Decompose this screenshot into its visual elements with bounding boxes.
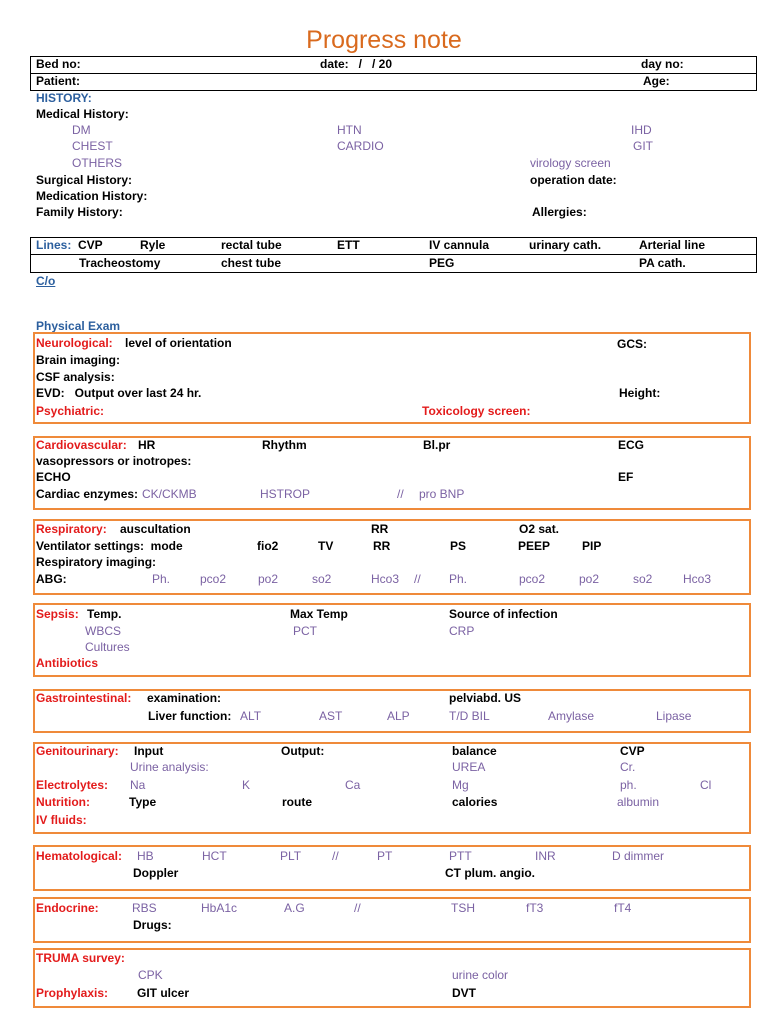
rectal-tube-label: rectal tube: [221, 238, 282, 252]
respiratory-imaging-label: Respiratory imaging:: [36, 555, 157, 569]
pip-label: PIP: [582, 539, 602, 553]
ag-label: A.G: [284, 901, 305, 915]
tdbil-label: T/D BIL: [449, 709, 490, 723]
ck-label: CK/CKMB: [142, 487, 197, 501]
lines-label: Lines:: [36, 238, 72, 252]
hr-label: HR: [138, 438, 156, 452]
arterial-line-label: Arterial line: [639, 238, 706, 252]
virology-label: virology screen: [530, 156, 611, 170]
ft3-label: fT3: [526, 901, 544, 915]
tracheostomy-label: Tracheostomy: [79, 256, 161, 270]
ast-label: AST: [319, 709, 343, 723]
ph-label: ph.: [620, 778, 637, 792]
trauma-survey-label: TRUMA survey:: [36, 951, 125, 965]
abg-ph-2: Ph.: [449, 572, 468, 586]
cardiovascular-label: Cardiovascular:: [36, 438, 127, 452]
pelviabd-us-label: pelviabd. US: [449, 691, 522, 705]
gu-cvp-label: CVP: [620, 744, 645, 758]
ft4-label: fT4: [614, 901, 632, 915]
dvt-label: DVT: [452, 986, 476, 1000]
probnp-label: pro BNP: [419, 487, 465, 501]
toxicology-label: Toxicology screen:: [422, 404, 531, 418]
pt-label: PT: [377, 849, 393, 863]
ventilator-label: Ventilator settings: mode: [36, 539, 183, 553]
history-heading: HISTORY:: [36, 91, 92, 105]
examination-label: examination:: [147, 691, 222, 705]
ef-label: EF: [618, 470, 634, 484]
genitourinary-label: Genitourinary:: [36, 744, 119, 758]
others-label: OTHERS: [72, 156, 123, 170]
abg-hco3-2: Hco3: [683, 572, 712, 586]
psychiatric-label: Psychiatric:: [36, 404, 105, 418]
cr-label: Cr.: [620, 760, 636, 774]
abg-po2-2: po2: [579, 572, 600, 586]
dm-label: DM: [72, 123, 91, 137]
alt-label: ALT: [240, 709, 262, 723]
plt-label: PLT: [280, 849, 302, 863]
temp-label: Temp.: [87, 607, 122, 621]
ps-label: PS: [450, 539, 467, 553]
csf-label: CSF analysis:: [36, 370, 115, 384]
input-label: Input: [134, 744, 164, 758]
git-ulcer-label: GIT ulcer: [137, 986, 190, 1000]
evd-label: EVD: Output over last 24 hr.: [36, 386, 202, 400]
orientation-label: level of orientation: [125, 336, 232, 350]
blpr-label: Bl.pr: [423, 438, 451, 452]
hema-separator: //: [332, 849, 339, 863]
git-label: GIT: [633, 139, 653, 153]
neurological-label: Neurological:: [36, 336, 113, 350]
prophylaxis-label: Prophylaxis:: [36, 986, 109, 1000]
lines-divider: [30, 254, 756, 255]
operation-date-label: operation date:: [530, 173, 617, 187]
d-dimer-label: D dimmer: [612, 849, 665, 863]
medical-history-label: Medical History:: [36, 107, 129, 121]
medication-history-label: Medication History:: [36, 189, 148, 203]
abg-pco2: pco2: [200, 572, 227, 586]
cardio-label: CARDIO: [337, 139, 384, 153]
gcs-label: GCS:: [617, 337, 647, 351]
co-label: C/o: [36, 274, 56, 288]
urea-label: UREA: [452, 760, 486, 774]
amylase-label: Amylase: [548, 709, 595, 723]
ca-label: Ca: [345, 778, 361, 792]
rhythm-label: Rhythm: [262, 438, 307, 452]
family-history-label: Family History:: [36, 205, 123, 219]
abg-hco3: Hco3: [371, 572, 400, 586]
abg-so2-2: so2: [633, 572, 653, 586]
cl-label: Cl: [700, 778, 712, 792]
max-temp-label: Max Temp: [290, 607, 348, 621]
peg-label: PEG: [429, 256, 455, 270]
antibiotics-label: Antibiotics: [36, 656, 98, 670]
brain-imaging-label: Brain imaging:: [36, 353, 121, 367]
abg-ph: Ph.: [152, 572, 171, 586]
alp-label: ALP: [387, 709, 410, 723]
pa-cath-label: PA cath.: [639, 256, 686, 270]
ett-label: ETT: [337, 238, 360, 252]
abg-so2: so2: [312, 572, 332, 586]
source-infection-label: Source of infection: [449, 607, 558, 621]
tv-label: TV: [318, 539, 334, 553]
hstrop-label: HSTROP: [260, 487, 311, 501]
rr-label: RR: [371, 522, 389, 536]
respiratory-label: Respiratory:: [36, 522, 107, 536]
page-title: Progress note: [306, 26, 462, 54]
chest-tube-label: chest tube: [221, 256, 282, 270]
drugs-label: Drugs:: [133, 918, 172, 932]
vent-rr-label: RR: [373, 539, 391, 553]
abg-label: ABG:: [36, 572, 67, 586]
patient-label: Patient:: [36, 74, 81, 88]
cvp-label: CVP: [78, 238, 103, 252]
ecg-label: ECG: [618, 438, 645, 452]
output-label: Output:: [281, 744, 325, 758]
crp-label: CRP: [449, 624, 475, 638]
ct-angio-label: CT plum. angio.: [445, 866, 535, 880]
iv-cannula-label: IV cannula: [429, 238, 490, 252]
k-label: K: [242, 778, 251, 792]
sepsis-box: [33, 603, 751, 677]
ryle-label: Ryle: [140, 238, 166, 252]
cpk-label: CPK: [138, 968, 163, 982]
sepsis-label: Sepsis:: [36, 607, 79, 621]
auscultation-label: auscultation: [120, 522, 191, 536]
route-label: route: [282, 795, 312, 809]
day-label: day no:: [641, 57, 684, 71]
wbcs-label: WBCS: [85, 624, 121, 638]
calories-label: calories: [452, 795, 498, 809]
hematological-label: Hematological:: [36, 849, 123, 863]
urine-color-label: urine color: [452, 968, 509, 982]
hba1c-label: HbA1c: [201, 901, 238, 915]
gastrointestinal-label: Gastrointestinal:: [36, 691, 132, 705]
date-label: date: / / 20: [320, 57, 393, 71]
lipase-label: Lipase: [656, 709, 692, 723]
nutrition-label: Nutrition:: [36, 795, 90, 809]
pct-label: PCT: [293, 624, 317, 638]
hb-label: HB: [137, 849, 154, 863]
tsh-label: TSH: [451, 901, 475, 915]
height-label: Height:: [619, 386, 661, 400]
urinary-cath-label: urinary cath.: [529, 238, 602, 252]
vasopressors-label: vasopressors or inotropes:: [36, 454, 192, 468]
mg-label: Mg: [452, 778, 469, 792]
type-label: Type: [129, 795, 157, 809]
abg-pco2-2: pco2: [519, 572, 546, 586]
physical-exam-heading: Physical Exam: [36, 319, 121, 333]
hct-label: HCT: [202, 849, 227, 863]
balance-label: balance: [452, 744, 497, 758]
peep-label: PEEP: [518, 539, 551, 553]
abg-po2: po2: [258, 572, 279, 586]
htn-label: HTN: [337, 123, 362, 137]
albumin-label: albumin: [617, 795, 660, 809]
echo-label: ECHO: [36, 470, 71, 484]
fio2-label: fio2: [257, 539, 279, 553]
chest-label: CHEST: [72, 139, 113, 153]
cultures-label: Cultures: [85, 640, 130, 654]
na-label: Na: [130, 778, 146, 792]
doppler-label: Doppler: [133, 866, 179, 880]
electrolytes-label: Electrolytes:: [36, 778, 109, 792]
urine-analysis-label: Urine analysis:: [130, 760, 209, 774]
rbs-label: RBS: [132, 901, 157, 915]
liver-function-label: Liver function:: [148, 709, 232, 723]
surgical-history-label: Surgical History:: [36, 173, 133, 187]
ptt-label: PTT: [449, 849, 472, 863]
age-label: Age:: [643, 74, 670, 88]
endocrine-label: Endocrine:: [36, 901, 99, 915]
abg-separator: //: [414, 572, 421, 586]
inr-label: INR: [535, 849, 556, 863]
bed-label: Bed no:: [36, 57, 81, 71]
iv-fluids-label: IV fluids:: [36, 813, 87, 827]
cardio-separator: //: [397, 487, 404, 501]
allergies-label: Allergies:: [532, 205, 587, 219]
endo-separator: //: [354, 901, 361, 915]
o2-sat-label: O2 sat.: [519, 522, 560, 536]
cardiac-enzymes-label: Cardiac enzymes:: [36, 487, 139, 501]
ihd-label: IHD: [631, 123, 652, 137]
